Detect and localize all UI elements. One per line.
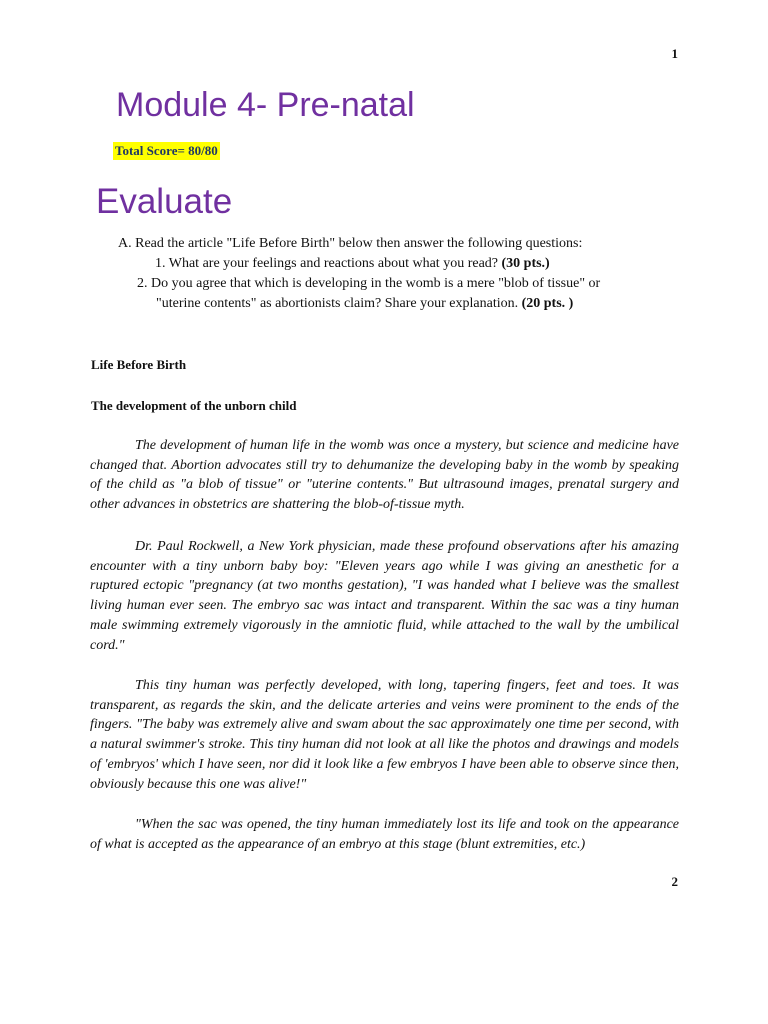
question-1-points: (30 pts.) — [501, 256, 550, 271]
article-title: Life Before Birth — [91, 357, 187, 372]
instruction-item-a: A. Read the article "Life Before Birth" below then answer the following questions: — [118, 236, 583, 251]
question-2-line-1: 2. Do you agree that which is developing in the womb is a mere "blob of tissue" or — [137, 276, 601, 291]
question-1-text: 1. What are your feelings and reactions about what you read? — [155, 256, 502, 271]
question-2-text: "uterine contents" as abortionists claim? Share your explanation. — [156, 296, 522, 311]
page-number-bottom: 2 — [671, 874, 678, 889]
question-2-line-2 — [156, 296, 573, 312]
page-number-top: 1 — [671, 46, 678, 61]
question-2-points: (20 pts. ) — [521, 296, 574, 311]
module-title: Module 4- Pre-natal — [116, 86, 415, 124]
total-score-highlight: Total Score= 80/80 — [115, 143, 218, 158]
section-title: Evaluate — [96, 182, 233, 221]
article-paragraph-1: The development of human life in the womb was once a mystery, but science and medicine have changed that. Abortion advocates still try to dehumanize the developing baby in the womb by speaking of the child as "a blob of tissue" or "uterine contents." But ultrasound images, prenatal surgery and other advances in obstetrics are shattering the blob-of-tissue myth. — [90, 438, 679, 513]
article-paragraph-3: This tiny human was perfectly developed, with long, tapering fingers, feet and toes. It was transparent, as regards the skin, and the delicate arteries and veins were prominent to the ends of the fingers. "The baby was extremely alive and swam about the sac approximately one time per second, with a natural swimmer's stroke. This tiny human did not look at all like the photos and drawings and models of 'embryos' which I have seen, nor did it look like a few embryos I have been able to observe since then, obviously because this one was alive!" — [90, 678, 679, 792]
article-subtitle: The development of the unborn child — [91, 398, 297, 413]
article-paragraph-4: "When the sac was opened, the tiny human immediately lost its life and took on the appearance of what is accepted as the appearance of an embryo at this stage (blunt extremities, etc.) — [90, 817, 679, 852]
article-paragraph-2: Dr. Paul Rockwell, a New York physician, made these profound observations after his amazing encounter with a tiny unborn baby boy: "Eleven years ago while I was giving an anesthetic for a ruptured ectopic "pregnancy (at two months gestation), "I was handed what I believe was the smallest living human ever seen. The embryo sac was intact and transparent. Within the sac was a tiny human male swimming extremely vigorously in the amniotic fluid, while attached to the wall by the umbilical cord." — [90, 539, 679, 653]
question-1 — [155, 256, 550, 272]
